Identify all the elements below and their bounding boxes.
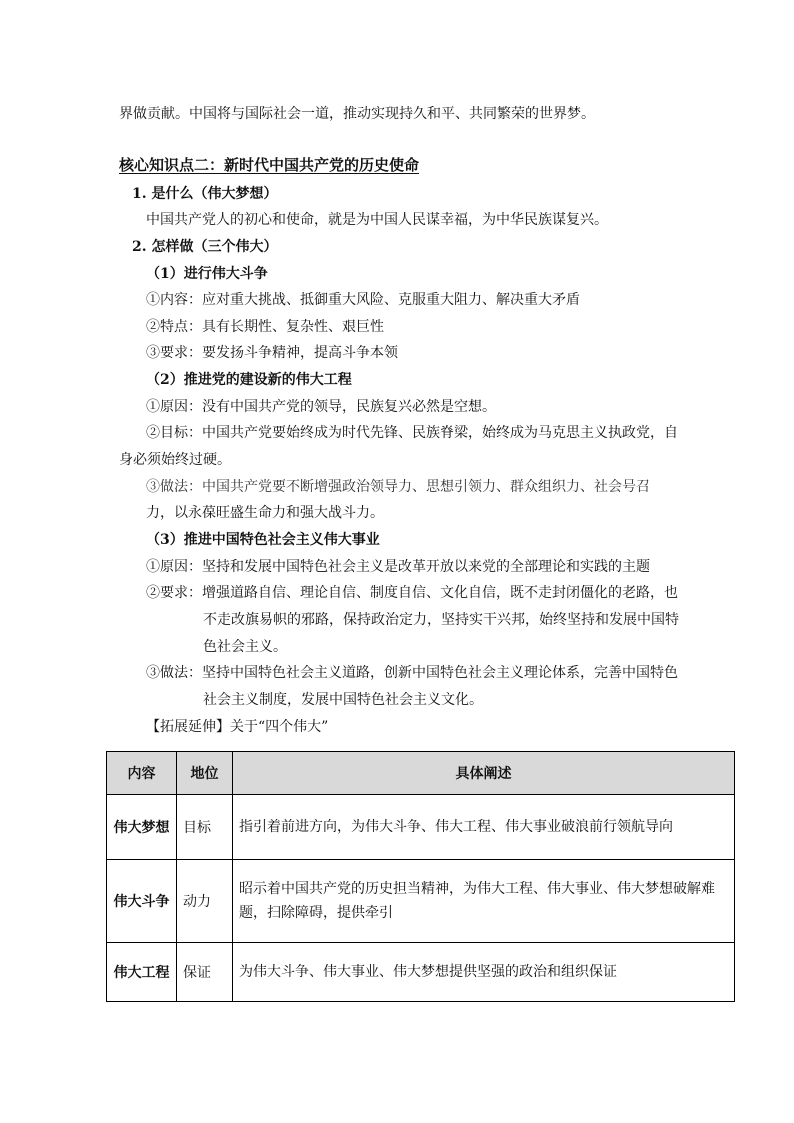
sub-2-method: ③做法：中国共产党要不断增强政治领导力、思想引领力、群众组织力、社会号召 [146, 479, 650, 495]
sub-3-requirement-cont: 不走改旗易帜的邪路，保持政治定力，坚持实干兴邦，始终坚持和发展中国特 [203, 612, 679, 628]
sub-1-feature: ②特点：具有长期性、复杂性、艰巨性 [146, 319, 384, 335]
extension-label: 【拓展延伸】关于“四个伟大” [146, 719, 329, 735]
sub-2-method-cont: 力，以永葆旺盛生命力和强大战斗力。 [146, 505, 384, 521]
sub-3-title: （3）推进中国特色社会主义伟大事业 [146, 532, 380, 548]
row-role: 目标 [177, 795, 233, 860]
sub-2-goal: ②目标：中国共产党要始终成为时代先锋、民族脊梁，始终成为马克思主义执政党，自 [146, 425, 678, 441]
table-row [107, 943, 735, 1002]
header-content: 内容 [107, 752, 177, 795]
table-row [107, 860, 735, 943]
sub-1-content: ①内容：应对重大挑战、抵御重大风险、克服重大阻力、解决重大矛盾 [146, 292, 580, 308]
intro-line: 界做贡献。中国将与国际社会一道，推动实现持久和平、共同繁荣的世界梦。 [119, 106, 595, 122]
sub-3-requirement-end: 色社会主义。 [203, 639, 287, 655]
sub-1-requirement: ③要求：要发扬斗争精神，提高斗争本领 [146, 345, 398, 361]
header-position: 地位 [177, 752, 233, 795]
row-name: 伟大斗争 [107, 860, 177, 943]
section-heading: 核心知识点二：新时代中国共产党的历史使命 [119, 156, 420, 174]
sub-2-title: （2）推进党的建设新的伟大工程 [146, 372, 352, 388]
row-desc: 为伟大斗争、伟大事业、伟大梦想提供坚强的政治和组织保证 [233, 943, 735, 1002]
sub-3-method-cont: 社会主义制度，发展中国特色社会主义文化。 [203, 692, 483, 708]
sub-2-reason: ①原因：没有中国共产党的领导，民族复兴必然是空想。 [146, 399, 496, 415]
row-name: 伟大梦想 [107, 795, 177, 860]
sub-3-reason: ①原因：坚持和发展中国特色社会主义是改革开放以来党的全部理论和实践的主题 [146, 559, 650, 575]
point-1-title: 1. 是什么（伟大梦想） [132, 186, 278, 202]
row-role: 动力 [177, 860, 233, 943]
sub-3-method: ③做法：坚持中国特色社会主义道路，创新中国特色社会主义理论体系，完善中国特色 [146, 665, 678, 681]
header-description: 具体阐述 [233, 752, 735, 795]
sub-2-goal-cont: 身必须始终过硬。 [119, 452, 231, 468]
table-row [107, 795, 735, 860]
row-role: 保证 [177, 943, 233, 1002]
row-name: 伟大工程 [107, 943, 177, 1002]
row-desc: 昭示着中国共产党的历史担当精神，为伟大工程、伟大事业、伟大梦想破解难题，扫除障碍，提供牵引 [233, 860, 735, 943]
four-great-table [106, 751, 735, 1002]
sub-3-requirement: ②要求：增强道路自信、理论自信、制度自信、文化自信，既不走封闭僵化的老路，也 [146, 585, 678, 601]
point-1-text: 中国共产党人的初心和使命，就是为中国人民谋幸福，为中华民族谋复兴。 [146, 212, 608, 228]
table-header-row [107, 752, 735, 795]
row-desc: 指引着前进方向，为伟大斗争、伟大工程、伟大事业破浪前行领航导向 [233, 795, 735, 860]
sub-1-title: （1）进行伟大斗争 [146, 266, 268, 282]
point-2-title: 2. 怎样做（三个伟大） [132, 239, 278, 255]
